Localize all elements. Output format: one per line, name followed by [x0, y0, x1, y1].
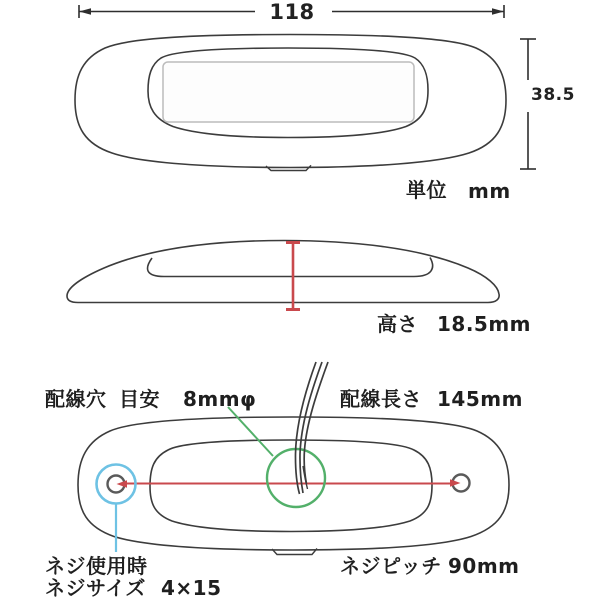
screw-pitch-label: ネジピッチ	[340, 554, 442, 578]
top-view-reflector-plate	[163, 62, 414, 122]
side-height-label: 高さ	[377, 312, 418, 336]
screw-size-label: ネジサイズ	[45, 576, 146, 600]
screw-usage-note: ネジ使用時	[45, 554, 148, 578]
wire-length-value: 145mm	[437, 387, 523, 411]
side-view-lens-seam	[148, 258, 433, 277]
side-view-drawing	[67, 241, 499, 303]
screw-size-value: 4×15	[161, 576, 222, 600]
unit-label: 単位	[406, 178, 447, 202]
wiring-hole-guide-label: 目安	[119, 387, 160, 411]
wiring-hole-diameter-value: 8mmφ	[183, 387, 257, 411]
width-dimension-value: 118	[269, 0, 315, 24]
height-dimension-value: 38.5	[531, 85, 575, 105]
side-height-value: 18.5mm	[437, 312, 532, 336]
wire-length-label: 配線長さ	[340, 387, 422, 411]
wiring-hole-label: 配線穴	[45, 387, 107, 411]
bottom-view-drawing	[78, 417, 509, 555]
bottom-view-inner-outline	[150, 440, 432, 532]
screw-pitch-dimension-line	[117, 479, 461, 488]
unit-value: mm	[468, 179, 511, 203]
wires	[295, 362, 328, 494]
wiring-hole-leader-line	[228, 407, 273, 456]
screw-pitch-value: 90mm	[448, 554, 520, 578]
top-view-drawing	[75, 35, 506, 171]
side-view-outer-outline	[67, 241, 499, 303]
